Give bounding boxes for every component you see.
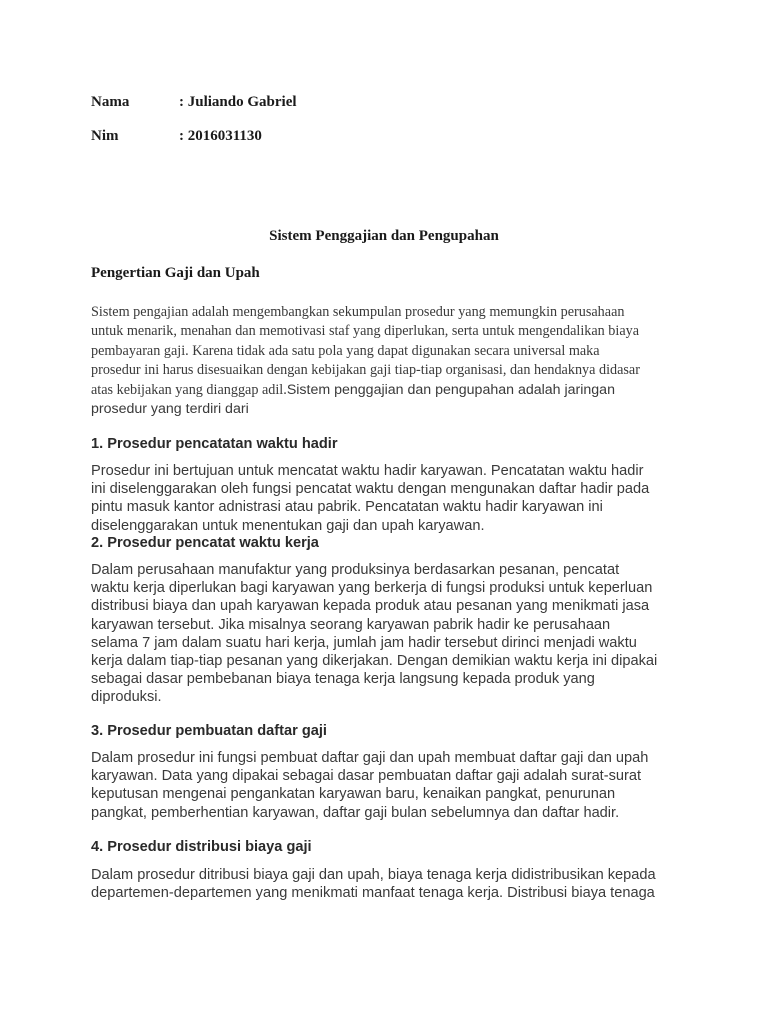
paragraph-line: Prosedur ini bertujuan untuk mencatat waktu hadir karyawan. Pencatatan waktu hadir: [91, 463, 644, 479]
paragraph-line: departemen-departemen yang menikmati manfaat tenaga kerja. Distribusi biaya tenaga: [91, 885, 655, 902]
section-heading: 2. Prosedur pencatat waktu kerja: [91, 535, 319, 551]
paragraph-line: karyawan. Data yang dipakai sebagai dasar pembuatan daftar gaji adalah surat-surat: [91, 768, 642, 785]
section-heading: 3. Prosedur pembuatan daftar gaji: [91, 723, 327, 739]
name-value: : Juliando Gabriel: [179, 94, 297, 110]
document-title: Sistem Penggajian dan Pengupahan: [269, 228, 499, 244]
intro-serif-fragment: atas kebijakan yang dianggap adil.: [91, 382, 287, 398]
intro-mixed-line: [91, 381, 691, 400]
paragraph-line: pintu masuk kantor adnistrasi atau pabrik. Pencatatan waktu hadir karyawan ini: [91, 499, 603, 516]
paragraph-line: sebagai dasar pembebanan biaya tenaga kerja langsung kepada produk yang: [91, 671, 595, 688]
section-heading: 1. Prosedur pencatatan waktu hadir: [91, 436, 338, 452]
intro-line: untuk menarik, menahan dan memotivasi staf yang diperlukan, serta untuk mengendalikan biaya: [91, 323, 640, 340]
paragraph-line: selama 7 jam dalam suatu hari kerja, jumlah jam hadir tersebut dirinci menjadi waktu: [91, 634, 637, 651]
section-paragraph: [91, 866, 691, 902]
intro-line: prosedur yang terdiri dari: [91, 401, 249, 418]
section-paragraph: [91, 462, 691, 535]
name-row: [91, 94, 297, 111]
paragraph-line: ini diselenggarakan oleh fungsi pencatat waktu dengan mengunakan daftar hadir pada: [91, 481, 650, 498]
section-heading: 4. Prosedur distribusi biaya gaji: [91, 839, 312, 855]
paragraph-line: Dalam prosedur ditribusi biaya gaji dan upah, biaya tenaga kerja didistribusikan kepada: [91, 867, 656, 883]
paragraph-line: Dalam perusahaan manufaktur yang produksinya berdasarkan pesanan, pencatat: [91, 562, 620, 578]
paragraph-line: kerja dalam tiap-tiap pesanan yang dikerjakan. Dengan demikian waktu kerja ini dipakai: [91, 653, 658, 670]
paragraph-line: waktu kerja diperlukan bagi karyawan yang berkerja di fungsi produksi untuk keperluan: [91, 580, 653, 597]
paragraph-line: diselenggarakan untuk menentukan gaji dan upah karyawan.: [91, 517, 485, 534]
intro-line: prosedur ini harus disesuaikan dengan kebijakan gaji tiap-tiap organisasi, dan hendaknya didasar: [91, 362, 640, 379]
intro-sans-fragment: Sistem penggajian dan pengupahan adalah jaringan: [286, 382, 615, 398]
paragraph-line: keputusan mengenai pengankatan karyawan baru, kenaikan pangkat, penurunan: [91, 786, 616, 803]
paragraph-line: Dalam prosedur ini fungsi pembuat daftar gaji dan upah membuat daftar gaji dan upah: [91, 750, 649, 766]
section-subtitle: Pengertian Gaji dan Upah: [91, 265, 260, 281]
intro-paragraph-continued: [91, 381, 691, 420]
nim-row: [91, 128, 262, 145]
intro-paragraph: [91, 303, 691, 381]
paragraph-line: diproduksi.: [91, 689, 162, 706]
nim-value: : 2016031130: [179, 128, 262, 144]
intro-line: pembayaran gaji. Karena tidak ada satu pola yang dapat digunakan secara universal maka: [91, 342, 600, 359]
name-label: Nama: [91, 94, 130, 110]
paragraph-line: karyawan tersebut. Jika misalnya seorang karyawan pabrik hadir ke perusahaan: [91, 616, 611, 633]
paragraph-line: distribusi biaya dan upah karyawan kepada produk atau pesanan yang menikmati jasa: [91, 598, 650, 615]
nim-label: Nim: [91, 128, 119, 144]
section-paragraph: [91, 749, 691, 822]
paragraph-line: pangkat, pemberhentian karyawan, daftar gaji bulan sebelumnya dan daftar hadir.: [91, 804, 620, 821]
section-paragraph: [91, 561, 691, 707]
intro-line: Sistem pengajian adalah mengembangkan sekumpulan prosedur yang memungkin perusahaan: [91, 304, 625, 320]
